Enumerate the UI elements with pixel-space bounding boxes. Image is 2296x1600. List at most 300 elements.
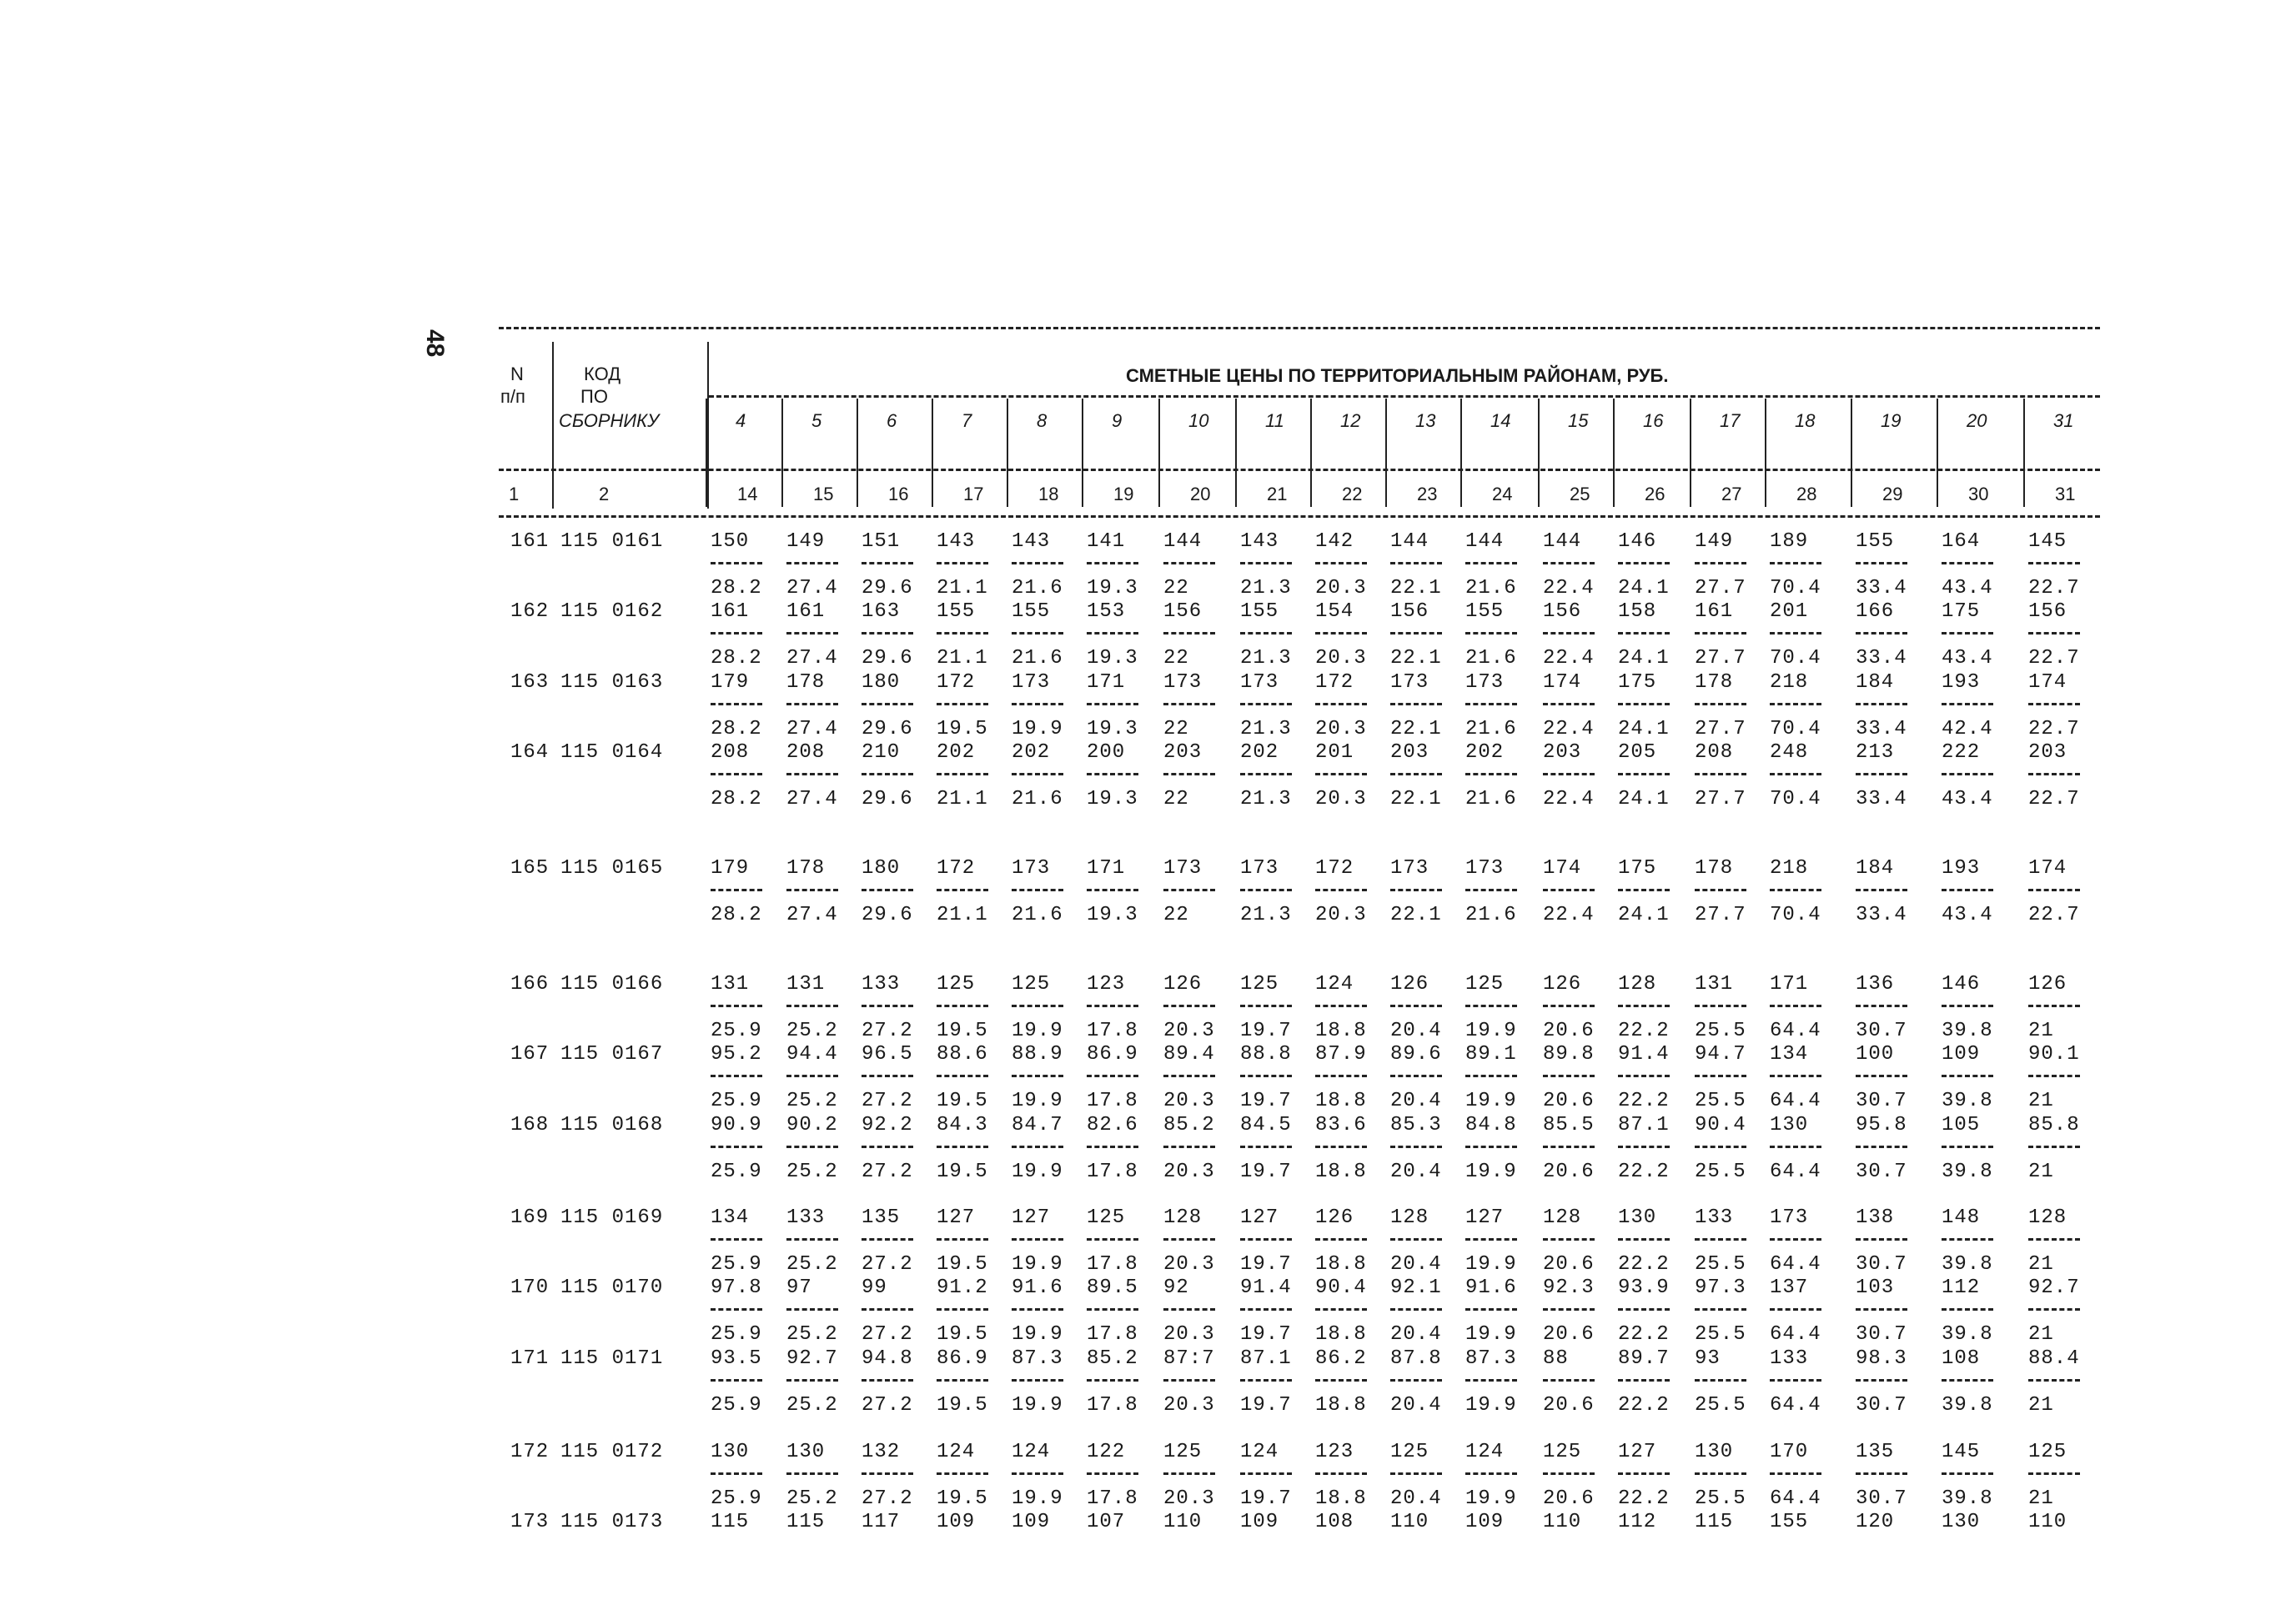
column-index: 21 bbox=[1267, 484, 1288, 504]
fraction-bar bbox=[1087, 703, 1138, 705]
price-denominator: 18.8 bbox=[1315, 1394, 1367, 1417]
price-value: 155 bbox=[1240, 600, 1279, 623]
fraction-bar bbox=[862, 703, 913, 705]
price-value: 171 bbox=[1087, 671, 1126, 694]
price-value: 89.8 bbox=[1543, 1043, 1595, 1066]
price-denominator: 27.4 bbox=[786, 577, 838, 599]
price-value: 82.6 bbox=[1087, 1114, 1138, 1136]
price-denominator: 25.5 bbox=[1695, 1090, 1746, 1112]
fraction-bar bbox=[711, 703, 762, 705]
price-denominator: 39.8 bbox=[1942, 1090, 1993, 1112]
fraction-bar bbox=[1390, 1472, 1442, 1475]
price-value: 84.3 bbox=[937, 1114, 988, 1136]
price-denominator: 25.5 bbox=[1695, 1253, 1746, 1276]
price-denominator: 25.2 bbox=[786, 1090, 838, 1112]
fraction-bar bbox=[1240, 1146, 1292, 1148]
price-denominator: 22.2 bbox=[1618, 1253, 1670, 1276]
row-code: 115 0164 bbox=[560, 741, 664, 764]
price-value: 174 bbox=[1543, 857, 1582, 880]
column-index: 29 bbox=[1882, 484, 1903, 504]
price-denominator: 43.4 bbox=[1942, 577, 1993, 599]
price-denominator: 20.4 bbox=[1390, 1323, 1442, 1346]
fraction-bar bbox=[1087, 889, 1138, 891]
column-divider bbox=[1158, 399, 1160, 507]
price-denominator: 17.8 bbox=[1087, 1253, 1138, 1276]
price-denominator: 33.4 bbox=[1856, 788, 1907, 810]
price-denominator: 19.9 bbox=[1465, 1090, 1517, 1112]
price-value: 161 bbox=[786, 600, 826, 623]
fraction-bar bbox=[1942, 1379, 1993, 1382]
fraction-bar bbox=[1770, 773, 1821, 775]
fraction-bar bbox=[1163, 1238, 1215, 1241]
fraction-bar bbox=[1618, 632, 1670, 634]
price-denominator: 70.4 bbox=[1770, 647, 1821, 670]
price-denominator: 21.3 bbox=[1240, 788, 1292, 810]
price-denominator: 24.1 bbox=[1618, 577, 1670, 599]
fraction-bar bbox=[2028, 703, 2080, 705]
fraction-bar bbox=[1618, 773, 1670, 775]
price-denominator: 70.4 bbox=[1770, 904, 1821, 926]
price-value: 87.3 bbox=[1465, 1347, 1517, 1370]
price-denominator: 27.2 bbox=[862, 1161, 913, 1183]
fraction-bar bbox=[1087, 1238, 1138, 1241]
header-mid-rule bbox=[709, 395, 2100, 398]
price-value: 88.9 bbox=[1012, 1043, 1063, 1066]
region-number: 18 bbox=[1795, 410, 1816, 431]
price-value: 172 bbox=[937, 671, 976, 694]
price-denominator: 27.7 bbox=[1695, 904, 1746, 926]
price-value: 125 bbox=[1543, 1441, 1582, 1463]
fraction-bar bbox=[1390, 1238, 1442, 1241]
price-value: 93.9 bbox=[1618, 1276, 1670, 1299]
fraction-bar bbox=[1012, 1238, 1063, 1241]
fraction-bar bbox=[1087, 1075, 1138, 1077]
price-value: 109 bbox=[937, 1511, 976, 1533]
column-divider bbox=[1937, 399, 1938, 507]
price-denominator: 29.6 bbox=[862, 577, 913, 599]
price-denominator: 22.2 bbox=[1618, 1020, 1670, 1042]
region-number: 15 bbox=[1568, 410, 1589, 431]
price-value: 154 bbox=[1315, 600, 1354, 623]
price-denominator: 19.3 bbox=[1087, 577, 1138, 599]
fraction-bar bbox=[1240, 1075, 1292, 1077]
fraction-bar bbox=[1543, 773, 1595, 775]
price-denominator: 21.1 bbox=[937, 577, 988, 599]
price-value: 89.7 bbox=[1618, 1347, 1670, 1370]
price-denominator: 25.5 bbox=[1695, 1487, 1746, 1510]
region-number: 8 bbox=[1037, 410, 1048, 431]
price-value: 109 bbox=[1465, 1511, 1505, 1533]
price-denominator: 33.4 bbox=[1856, 647, 1907, 670]
price-value: 131 bbox=[1695, 973, 1734, 996]
price-value: 107 bbox=[1087, 1511, 1126, 1533]
fraction-bar bbox=[1012, 1075, 1063, 1077]
row-number: 162 bbox=[510, 600, 550, 623]
fraction-bar bbox=[937, 1308, 988, 1311]
price-value: 200 bbox=[1087, 741, 1126, 764]
price-value: 134 bbox=[1770, 1043, 1809, 1066]
fraction-bar bbox=[1087, 1005, 1138, 1007]
fraction-bar bbox=[786, 1379, 838, 1382]
price-denominator: 21.6 bbox=[1465, 577, 1517, 599]
fraction-bar bbox=[1465, 1075, 1517, 1077]
fraction-bar bbox=[1695, 1238, 1746, 1241]
price-value: 155 bbox=[1012, 600, 1051, 623]
price-denominator: 22 bbox=[1163, 577, 1189, 599]
price-denominator: 21.6 bbox=[1465, 718, 1517, 740]
price-denominator: 22.7 bbox=[2028, 788, 2080, 810]
price-denominator: 22.2 bbox=[1618, 1161, 1670, 1183]
fraction-bar bbox=[786, 1472, 838, 1475]
fraction-bar bbox=[1315, 1379, 1367, 1382]
fraction-bar bbox=[1856, 773, 1907, 775]
page-number: 48 bbox=[421, 329, 449, 358]
fraction-bar bbox=[2028, 773, 2080, 775]
column-divider bbox=[1765, 399, 1766, 507]
price-value: 123 bbox=[1315, 1441, 1354, 1463]
price-denominator: 19.9 bbox=[1465, 1020, 1517, 1042]
price-value: 203 bbox=[1390, 741, 1429, 764]
price-denominator: 22.7 bbox=[2028, 577, 2080, 599]
price-value: 193 bbox=[1942, 671, 1981, 694]
price-denominator: 24.1 bbox=[1618, 647, 1670, 670]
region-number: 10 bbox=[1188, 410, 1209, 431]
price-denominator: 27.7 bbox=[1695, 577, 1746, 599]
price-denominator: 19.3 bbox=[1087, 904, 1138, 926]
price-denominator: 21.1 bbox=[937, 647, 988, 670]
price-value: 124 bbox=[937, 1441, 976, 1463]
fraction-bar bbox=[1543, 1146, 1595, 1148]
price-value: 88.8 bbox=[1240, 1043, 1292, 1066]
header-bottom-rule bbox=[499, 515, 2100, 518]
price-denominator: 18.8 bbox=[1315, 1487, 1367, 1510]
price-value: 143 bbox=[1240, 530, 1279, 553]
price-denominator: 21.3 bbox=[1240, 718, 1292, 740]
column-divider bbox=[706, 399, 707, 507]
price-denominator: 25.2 bbox=[786, 1020, 838, 1042]
price-value: 92.1 bbox=[1390, 1276, 1442, 1299]
price-denominator: 20.3 bbox=[1163, 1161, 1215, 1183]
row-number: 172 bbox=[510, 1441, 550, 1463]
fraction-bar bbox=[1012, 773, 1063, 775]
price-value: 164 bbox=[1942, 530, 1981, 553]
price-value: 218 bbox=[1770, 857, 1809, 880]
price-value: 89.6 bbox=[1390, 1043, 1442, 1066]
price-value: 85.3 bbox=[1390, 1114, 1442, 1136]
row-number: 173 bbox=[510, 1511, 550, 1533]
price-denominator: 17.8 bbox=[1087, 1090, 1138, 1112]
price-denominator: 19.5 bbox=[937, 1090, 988, 1112]
fraction-bar bbox=[711, 1308, 762, 1311]
price-denominator: 25.5 bbox=[1695, 1323, 1746, 1346]
fraction-bar bbox=[1770, 1238, 1821, 1241]
price-denominator: 19.9 bbox=[1465, 1323, 1517, 1346]
column-divider bbox=[1235, 399, 1237, 507]
price-value: 86.9 bbox=[1087, 1043, 1138, 1066]
fraction-bar bbox=[1770, 1005, 1821, 1007]
price-value: 125 bbox=[1163, 1441, 1203, 1463]
fraction-bar bbox=[1315, 1146, 1367, 1148]
fraction-bar bbox=[1942, 1146, 1993, 1148]
price-value: 103 bbox=[1856, 1276, 1895, 1299]
price-denominator: 22 bbox=[1163, 647, 1189, 670]
row-code: 115 0167 bbox=[560, 1043, 664, 1066]
price-value: 115 bbox=[786, 1511, 826, 1533]
fraction-bar bbox=[1390, 562, 1442, 564]
price-value: 143 bbox=[937, 530, 976, 553]
fraction-bar bbox=[1618, 1146, 1670, 1148]
fraction-bar bbox=[1465, 1146, 1517, 1148]
price-denominator: 19.7 bbox=[1240, 1253, 1292, 1276]
region-number: 31 bbox=[2053, 410, 2074, 431]
fraction-bar bbox=[937, 889, 988, 891]
row-number: 164 bbox=[510, 741, 550, 764]
price-denominator: 22.1 bbox=[1390, 718, 1442, 740]
price-value: 97.8 bbox=[711, 1276, 762, 1299]
price-value: 89.1 bbox=[1465, 1043, 1517, 1066]
price-value: 156 bbox=[1390, 600, 1429, 623]
price-value: 135 bbox=[862, 1206, 901, 1229]
fraction-bar bbox=[1695, 1075, 1746, 1077]
price-value: 124 bbox=[1315, 973, 1354, 996]
price-value: 87.9 bbox=[1315, 1043, 1367, 1066]
price-value: 133 bbox=[1770, 1347, 1809, 1370]
price-denominator: 22.2 bbox=[1618, 1487, 1670, 1510]
price-value: 128 bbox=[1543, 1206, 1582, 1229]
fraction-bar bbox=[937, 1075, 988, 1077]
fraction-bar bbox=[1770, 1379, 1821, 1382]
price-value: 92 bbox=[1163, 1276, 1189, 1299]
price-denominator: 19.7 bbox=[1240, 1394, 1292, 1417]
header-sborniku: СБОРНИКУ bbox=[559, 410, 660, 431]
price-value: 166 bbox=[1856, 600, 1895, 623]
price-value: 125 bbox=[1012, 973, 1051, 996]
price-denominator: 30.7 bbox=[1856, 1487, 1907, 1510]
price-denominator: 19.5 bbox=[937, 1020, 988, 1042]
fraction-bar bbox=[1390, 632, 1442, 634]
price-value: 174 bbox=[2028, 671, 2067, 694]
row-code: 115 0163 bbox=[560, 671, 664, 694]
price-value: 173 bbox=[1465, 857, 1505, 880]
price-value: 213 bbox=[1856, 741, 1895, 764]
price-value: 84.7 bbox=[1012, 1114, 1063, 1136]
price-denominator: 20.4 bbox=[1390, 1394, 1442, 1417]
price-denominator: 30.7 bbox=[1856, 1323, 1907, 1346]
price-denominator: 25.9 bbox=[711, 1323, 762, 1346]
fraction-bar bbox=[1087, 632, 1138, 634]
price-value: 174 bbox=[1543, 671, 1582, 694]
column-divider bbox=[2023, 399, 2025, 507]
price-value: 171 bbox=[1770, 973, 1809, 996]
fraction-bar bbox=[1543, 1005, 1595, 1007]
price-value: 90.4 bbox=[1695, 1114, 1746, 1136]
price-denominator: 64.4 bbox=[1770, 1253, 1821, 1276]
column-divider bbox=[1310, 399, 1312, 507]
fraction-bar bbox=[1695, 773, 1746, 775]
fraction-bar bbox=[1390, 1308, 1442, 1311]
price-denominator: 17.8 bbox=[1087, 1394, 1138, 1417]
price-value: 146 bbox=[1942, 973, 1981, 996]
price-denominator: 22.4 bbox=[1543, 718, 1595, 740]
price-value: 150 bbox=[711, 530, 750, 553]
fraction-bar bbox=[711, 1146, 762, 1148]
price-value: 158 bbox=[1618, 600, 1657, 623]
fraction-bar bbox=[1315, 632, 1367, 634]
fraction-bar bbox=[1856, 1472, 1907, 1475]
price-denominator: 18.8 bbox=[1315, 1161, 1367, 1183]
price-denominator: 29.6 bbox=[862, 718, 913, 740]
fraction-bar bbox=[786, 703, 838, 705]
fraction-bar bbox=[1163, 1005, 1215, 1007]
price-denominator: 27.2 bbox=[862, 1323, 913, 1346]
fraction-bar bbox=[1240, 1238, 1292, 1241]
price-denominator: 20.6 bbox=[1543, 1253, 1595, 1276]
price-value: 163 bbox=[862, 600, 901, 623]
fraction-bar bbox=[711, 562, 762, 564]
price-value: 172 bbox=[1315, 671, 1354, 694]
price-value: 173 bbox=[1163, 857, 1203, 880]
fraction-bar bbox=[862, 562, 913, 564]
price-value: 149 bbox=[786, 530, 826, 553]
price-value: 210 bbox=[862, 741, 901, 764]
price-value: 90.9 bbox=[711, 1114, 762, 1136]
region-number: 20 bbox=[1967, 410, 1987, 431]
price-value: 84.5 bbox=[1240, 1114, 1292, 1136]
price-denominator: 64.4 bbox=[1770, 1487, 1821, 1510]
region-number: 6 bbox=[887, 410, 897, 431]
price-value: 161 bbox=[711, 600, 750, 623]
fraction-bar bbox=[1012, 562, 1063, 564]
fraction-bar bbox=[1465, 1308, 1517, 1311]
price-value: 87.3 bbox=[1012, 1347, 1063, 1370]
region-number: 16 bbox=[1643, 410, 1664, 431]
price-value: 112 bbox=[1618, 1511, 1657, 1533]
price-denominator: 18.8 bbox=[1315, 1253, 1367, 1276]
fraction-bar bbox=[1012, 1146, 1063, 1148]
fraction-bar bbox=[1163, 562, 1215, 564]
column-divider bbox=[1385, 399, 1387, 507]
price-value: 144 bbox=[1543, 530, 1582, 553]
price-denominator: 33.4 bbox=[1856, 718, 1907, 740]
fraction-bar bbox=[1942, 773, 1993, 775]
row-code: 115 0161 bbox=[560, 530, 664, 553]
price-denominator: 70.4 bbox=[1770, 577, 1821, 599]
price-value: 151 bbox=[862, 530, 901, 553]
header-n: N bbox=[510, 364, 524, 384]
price-denominator: 27.4 bbox=[786, 647, 838, 670]
fraction-bar bbox=[1942, 1308, 1993, 1311]
fraction-bar bbox=[1163, 632, 1215, 634]
column-divider bbox=[932, 399, 933, 507]
price-denominator: 25.9 bbox=[711, 1487, 762, 1510]
region-number: 19 bbox=[1881, 410, 1902, 431]
price-denominator: 20.6 bbox=[1543, 1020, 1595, 1042]
price-denominator: 20.6 bbox=[1543, 1323, 1595, 1346]
column-index: 30 bbox=[1968, 484, 1989, 504]
price-value: 97 bbox=[786, 1276, 812, 1299]
fraction-bar bbox=[1163, 1472, 1215, 1475]
price-value: 90.4 bbox=[1315, 1276, 1367, 1299]
price-value: 109 bbox=[1012, 1511, 1051, 1533]
price-value: 88 bbox=[1543, 1347, 1569, 1370]
fraction-bar bbox=[1465, 562, 1517, 564]
fraction-bar bbox=[1942, 1472, 1993, 1475]
fraction-bar bbox=[1543, 562, 1595, 564]
fraction-bar bbox=[1390, 1075, 1442, 1077]
price-denominator: 21 bbox=[2028, 1161, 2054, 1183]
price-denominator: 19.9 bbox=[1012, 1020, 1063, 1042]
fraction-bar bbox=[1012, 703, 1063, 705]
price-value: 95.8 bbox=[1856, 1114, 1907, 1136]
price-value: 202 bbox=[1465, 741, 1505, 764]
price-value: 155 bbox=[1856, 530, 1895, 553]
fraction-bar bbox=[1856, 562, 1907, 564]
fraction-bar bbox=[1695, 1005, 1746, 1007]
price-value: 144 bbox=[1465, 530, 1505, 553]
fraction-bar bbox=[937, 562, 988, 564]
fraction-bar bbox=[2028, 632, 2080, 634]
price-value: 115 bbox=[711, 1511, 750, 1533]
price-value: 94.8 bbox=[862, 1347, 913, 1370]
price-denominator: 19.5 bbox=[937, 1253, 988, 1276]
price-denominator: 22.7 bbox=[2028, 647, 2080, 670]
price-value: 208 bbox=[711, 741, 750, 764]
fraction-bar bbox=[1942, 1075, 1993, 1077]
row-number: 170 bbox=[510, 1276, 550, 1299]
price-denominator: 39.8 bbox=[1942, 1323, 1993, 1346]
price-denominator: 19.9 bbox=[1012, 1323, 1063, 1346]
fraction-bar bbox=[2028, 1075, 2080, 1077]
price-denominator: 64.4 bbox=[1770, 1323, 1821, 1346]
price-denominator: 21 bbox=[2028, 1487, 2054, 1510]
price-denominator: 25.2 bbox=[786, 1394, 838, 1417]
column-divider bbox=[1851, 399, 1852, 507]
fraction-bar bbox=[1163, 1146, 1215, 1148]
fraction-bar bbox=[1856, 1075, 1907, 1077]
price-denominator: 20.3 bbox=[1163, 1253, 1215, 1276]
fraction-bar bbox=[1543, 1472, 1595, 1475]
column-index: 20 bbox=[1190, 484, 1211, 504]
price-value: 180 bbox=[862, 671, 901, 694]
fraction-bar bbox=[937, 703, 988, 705]
fraction-bar bbox=[1315, 1308, 1367, 1311]
fraction-bar bbox=[1012, 1005, 1063, 1007]
region-number: 4 bbox=[736, 410, 746, 431]
fraction-bar bbox=[1240, 1005, 1292, 1007]
fraction-bar bbox=[1618, 703, 1670, 705]
fraction-bar bbox=[1315, 1075, 1367, 1077]
fraction-bar bbox=[1856, 632, 1907, 634]
fraction-bar bbox=[1087, 562, 1138, 564]
column-index: 23 bbox=[1417, 484, 1438, 504]
fraction-bar bbox=[1390, 1005, 1442, 1007]
fraction-bar bbox=[1163, 1075, 1215, 1077]
price-denominator: 21 bbox=[2028, 1323, 2054, 1346]
fraction-bar bbox=[2028, 1146, 2080, 1148]
price-value: 85.2 bbox=[1087, 1347, 1138, 1370]
column-divider bbox=[1690, 399, 1691, 507]
price-denominator: 33.4 bbox=[1856, 577, 1907, 599]
fraction-bar bbox=[937, 1005, 988, 1007]
price-denominator: 25.9 bbox=[711, 1020, 762, 1042]
price-value: 145 bbox=[2028, 530, 2067, 553]
price-value: 92.2 bbox=[862, 1114, 913, 1136]
price-denominator: 42.4 bbox=[1942, 718, 1993, 740]
price-denominator: 21.3 bbox=[1240, 904, 1292, 926]
price-value: 156 bbox=[2028, 600, 2067, 623]
fraction-bar bbox=[1695, 632, 1746, 634]
column-index: 14 bbox=[737, 484, 758, 504]
